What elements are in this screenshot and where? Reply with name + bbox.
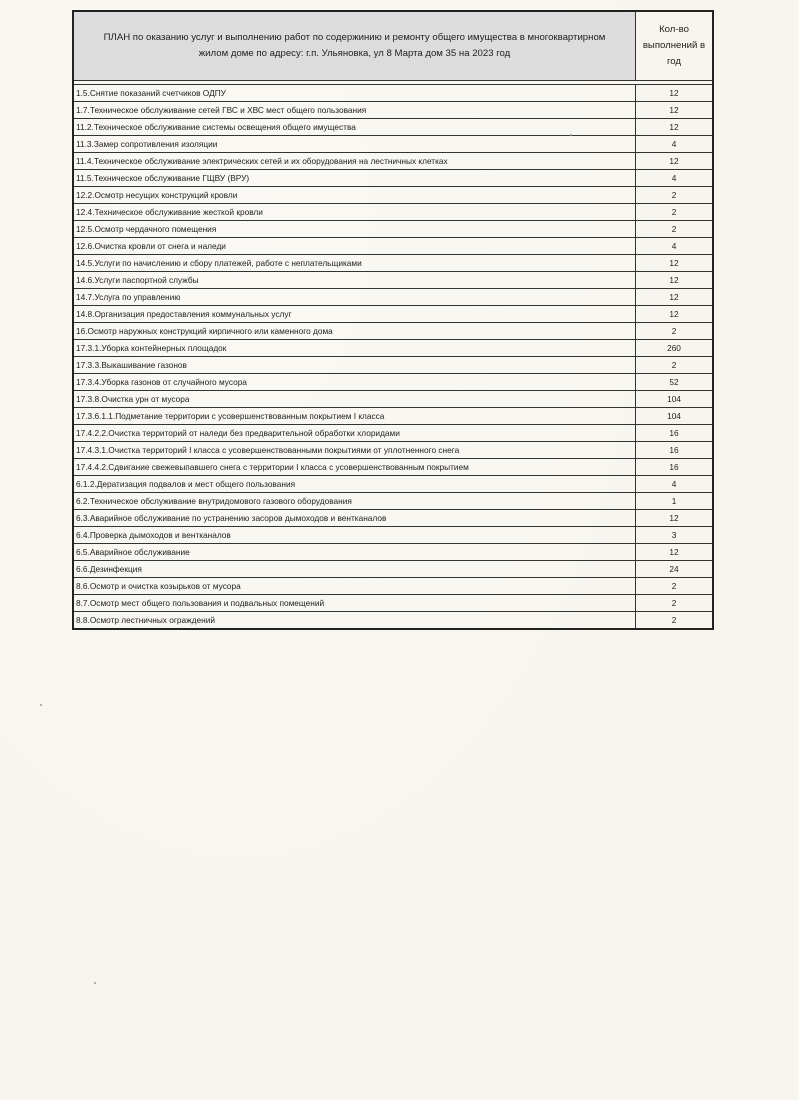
table-row — [73, 408, 713, 425]
executions-per-year: 12 — [636, 289, 714, 306]
executions-per-year: 2 — [636, 323, 714, 340]
table-body — [73, 85, 713, 630]
scan-speck — [94, 982, 96, 984]
service-name: 12.4.Техническое обслуживание жесткой кровли — [73, 204, 636, 221]
service-name: 12.2.Осмотр несущих конструкций кровли — [73, 187, 636, 204]
executions-per-year: 2 — [636, 204, 714, 221]
executions-per-year: 16 — [636, 425, 714, 442]
executions-per-year: 12 — [636, 153, 714, 170]
table-row — [73, 595, 713, 612]
table-row — [73, 459, 713, 476]
table-row — [73, 102, 713, 119]
table-row — [73, 442, 713, 459]
executions-per-year: 16 — [636, 459, 714, 476]
table-row — [73, 323, 713, 340]
table-row — [73, 238, 713, 255]
executions-per-year: 104 — [636, 391, 714, 408]
table-row — [73, 170, 713, 187]
count-column-header: Кол-во выполнений в год — [636, 11, 714, 81]
table-row — [73, 578, 713, 595]
service-name: 8.8.Осмотр лестничных ограждений — [73, 612, 636, 630]
service-name: 6.3.Аварийное обслуживание по устранению засоров дымоходов и вентканалов — [73, 510, 636, 527]
service-name: 6.1.2.Дератизация подвалов и мест общего пользования — [73, 476, 636, 493]
service-name: 17.3.8.Очистка урн от мусора — [73, 391, 636, 408]
table-row — [73, 476, 713, 493]
service-name: 17.4.4.2.Сдвигание свежевыпавшего снега с территории I класса с усовершенствованным покрытием — [73, 459, 636, 476]
executions-per-year: 16 — [636, 442, 714, 459]
table-row — [73, 391, 713, 408]
service-name: 11.4.Техническое обслуживание электрических сетей и их оборудования на лестничных клетках — [73, 153, 636, 170]
service-name: 8.6.Осмотр и очистка козырьков от мусора — [73, 578, 636, 595]
executions-per-year: 2 — [636, 187, 714, 204]
executions-per-year: 12 — [636, 510, 714, 527]
executions-per-year: 12 — [636, 255, 714, 272]
executions-per-year: 52 — [636, 374, 714, 391]
service-name: 8.7.Осмотр мест общего пользования и подвальных помещений — [73, 595, 636, 612]
service-name: 11.2.Техническое обслуживание системы освещения общего имущества — [73, 119, 636, 136]
table-row — [73, 272, 713, 289]
executions-per-year: 2 — [636, 578, 714, 595]
service-name: 14.6.Услуги паспортной службы — [73, 272, 636, 289]
executions-per-year: 4 — [636, 136, 714, 153]
executions-per-year: 2 — [636, 357, 714, 374]
table-row — [73, 527, 713, 544]
services-plan-table — [72, 10, 714, 630]
table-row — [73, 561, 713, 578]
scan-speck — [40, 704, 42, 706]
executions-per-year: 2 — [636, 612, 714, 630]
service-name: 17.3.3.Выкашивание газонов — [73, 357, 636, 374]
table-row — [73, 493, 713, 510]
executions-per-year: 104 — [636, 408, 714, 425]
table-row — [73, 306, 713, 323]
table-header-row — [73, 11, 713, 81]
service-name: 6.4.Проверка дымоходов и вентканалов — [73, 527, 636, 544]
scan-speck — [570, 134, 572, 136]
executions-per-year: 12 — [636, 102, 714, 119]
service-name: 11.3.Замер сопротивления изоляции — [73, 136, 636, 153]
service-name: 14.8.Организация предоставления коммунальных услуг — [73, 306, 636, 323]
executions-per-year: 2 — [636, 595, 714, 612]
service-name: 6.5.Аварийное обслуживание — [73, 544, 636, 561]
table-row — [73, 357, 713, 374]
table-row — [73, 153, 713, 170]
executions-per-year: 12 — [636, 119, 714, 136]
table-row — [73, 119, 713, 136]
table-row — [73, 221, 713, 238]
table-row — [73, 340, 713, 357]
service-name: 12.5.Осмотр чердачного помещения — [73, 221, 636, 238]
service-name: 6.2.Техническое обслуживание внутридомового газового оборудования — [73, 493, 636, 510]
executions-per-year: 12 — [636, 272, 714, 289]
table-row — [73, 255, 713, 272]
executions-per-year: 12 — [636, 85, 714, 102]
table-row — [73, 289, 713, 306]
service-name: 17.4.2.2.Очистка территорий от наледи без предварительной обработки хлоридами — [73, 425, 636, 442]
service-name: 1.7.Техническое обслуживание сетей ГВС и ХВС мест общего пользования — [73, 102, 636, 119]
service-name: 17.3.1.Уборка контейнерных площадок — [73, 340, 636, 357]
executions-per-year: 4 — [636, 476, 714, 493]
executions-per-year: 4 — [636, 170, 714, 187]
plan-title: ПЛАН по оказанию услуг и выполнению работ по содержинию и ремонту общего имущества в многоквартирном жилом доме по адресу: г.п. Ульяновка, ул 8 Марта дом 35 на 2023 год — [73, 11, 636, 81]
table-row — [73, 510, 713, 527]
table-row — [73, 204, 713, 221]
service-name: 16.Осмотр наружных конструкций кирпичного или каменного дома — [73, 323, 636, 340]
table-row — [73, 85, 713, 102]
service-name: 17.3.4.Уборка газонов от случайного мусора — [73, 374, 636, 391]
service-name: 14.7.Услуга по управлению — [73, 289, 636, 306]
service-name: 17.3.6.1.1.Подметание территории с усовершенствованным покрытием I класса — [73, 408, 636, 425]
executions-per-year: 4 — [636, 238, 714, 255]
service-name: 14.5.Услуги по начислению и сбору платежей, работе с неплательщиками — [73, 255, 636, 272]
table-row — [73, 136, 713, 153]
table-row — [73, 425, 713, 442]
executions-per-year: 12 — [636, 544, 714, 561]
service-name: 17.4.3.1.Очистка территорий I класса с усовершенствованными покрытиями от уплотненного снега — [73, 442, 636, 459]
executions-per-year: 2 — [636, 221, 714, 238]
service-name: 6.6.Дезинфекция — [73, 561, 636, 578]
table-row — [73, 374, 713, 391]
service-name: 11.5.Техническое обслуживание ГЩВУ (ВРУ) — [73, 170, 636, 187]
table-row — [73, 187, 713, 204]
executions-per-year: 12 — [636, 306, 714, 323]
table-row — [73, 544, 713, 561]
service-name: 12.6.Очистка кровли от снега и наледи — [73, 238, 636, 255]
executions-per-year: 260 — [636, 340, 714, 357]
executions-per-year: 24 — [636, 561, 714, 578]
executions-per-year: 3 — [636, 527, 714, 544]
table-row — [73, 612, 713, 630]
executions-per-year: 1 — [636, 493, 714, 510]
service-name: 1.5.Снятие показаний счетчиков ОДПУ — [73, 85, 636, 102]
